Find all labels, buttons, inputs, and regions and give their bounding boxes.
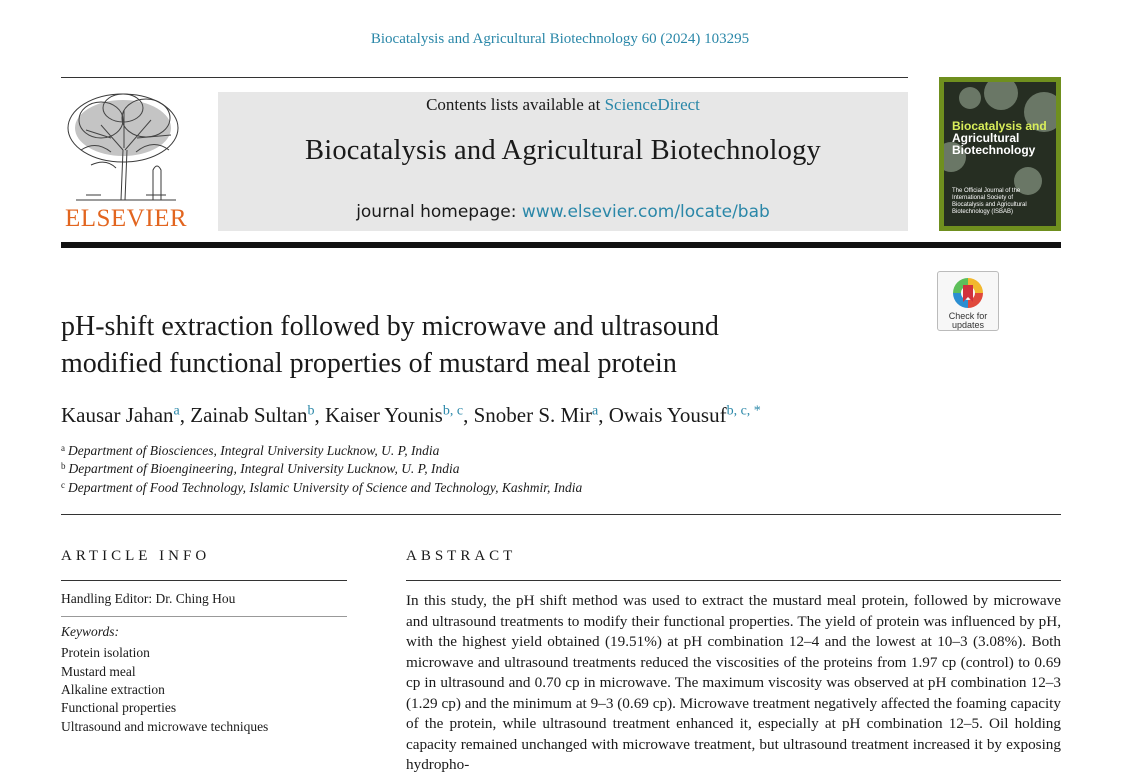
cover-title-line: Biotechnology	[952, 143, 1036, 157]
keyword: Protein isolation	[61, 645, 150, 660]
affiliation	[61, 461, 459, 477]
header-thick-divider	[61, 242, 1061, 248]
check-label-line: Check for	[948, 311, 988, 321]
journal-title: Biocatalysis and Agricultural Biotechnology	[305, 135, 821, 166]
cover-title-line: Agricultural	[952, 131, 1020, 145]
cover-title	[952, 120, 1054, 156]
journal-homepage-link[interactable]: www.elsevier.com/locate/bab	[521, 202, 770, 222]
author-affiliation-marker[interactable]: a	[592, 403, 599, 419]
affiliation-marker: a	[61, 442, 65, 453]
keyword: Ultrasound and microwave techniques	[61, 719, 269, 734]
article-title-line: modified functional properties of mustard meal protein	[61, 348, 677, 379]
top-divider	[61, 77, 908, 78]
cover-inner	[944, 82, 1056, 226]
affiliation-marker: c	[61, 479, 65, 490]
check-label-line: updates	[951, 320, 985, 330]
journal-reference-link[interactable]: Biocatalysis and Agricultural Biotechnology 60 (2024) 103295	[370, 31, 750, 47]
author-name[interactable]: Owais Yousuf	[608, 403, 727, 427]
check-for-updates-icon	[951, 276, 985, 310]
handling-editor: Handling Editor: Dr. Ching Hou	[61, 591, 236, 606]
check-for-updates-label	[938, 312, 998, 330]
keyword: Mustard meal	[61, 664, 136, 679]
author-separator: ,	[179, 403, 191, 427]
contents-prefix: Contents lists available at	[426, 95, 605, 114]
article-info-separator	[61, 616, 347, 617]
article-info-rule	[61, 580, 347, 581]
author-name[interactable]: Zainab Sultan	[190, 403, 308, 427]
homepage-line	[218, 202, 908, 222]
abstract-heading: ABSTRACT	[406, 548, 517, 564]
author-separator: ,	[463, 403, 474, 427]
keyword: Alkaline extraction	[61, 682, 165, 697]
affiliation-text: Department of Food Technology, Islamic University of Science and Technology, Kashmir, India	[68, 480, 583, 495]
author-name[interactable]: Snober S. Mir	[473, 403, 593, 427]
contents-line	[218, 95, 908, 115]
author-separator: ,	[598, 403, 609, 427]
author-affiliation-marker[interactable]: b	[307, 403, 315, 419]
sciencedirect-link[interactable]: ScienceDirect	[604, 95, 700, 114]
abstract-rule	[406, 580, 1061, 581]
keywords-label: Keywords:	[61, 624, 119, 639]
author-name[interactable]: Kaiser Younis	[325, 403, 443, 427]
check-for-updates-button[interactable]	[937, 271, 999, 331]
article-title	[61, 308, 901, 382]
cover-blob	[984, 82, 1018, 110]
affiliation-text: Department of Bioengineering, Integral University Lucknow, U. P, India	[68, 461, 460, 476]
keyword: Functional properties	[61, 700, 177, 715]
publisher-wordmark: ELSEVIER	[64, 205, 188, 232]
author-affiliation-marker[interactable]: b, c	[442, 403, 464, 419]
section-divider	[61, 514, 1061, 515]
author-separator: ,	[314, 403, 325, 427]
cover-subtitle: The Official Journal of the International Society of Biocatalysis and Agricultural Biotechnology (ISBAB)	[952, 188, 1027, 215]
abstract-body: In this study, the pH shift method was used to extract the mustard meal protein, followed by microwave and ultrasound treatments to modify their functional properties. The yield of protein was influenced by pH, with the highest yield obtained (19.51%) at pH combination 12–4 and the lowest at 10–3 (3.08%). Both microwave and ultrasound treatments reduced the viscosities of the proteins from 1.97 cp (control) to 0.69 cp in ultrasound and 0.70 cp in microwave. The maximum viscosity was observed at pH combination 12–3 (1.29 cp) and the minimum at 9–3 (0.69 cp). Microwave treatment negatively affected the foaming capacity of the protein, while ultrasound treatment enhanced it, especially at pH combination 12–5. Oil holding capacity remained unchanged with microwave treatment, but ultrasound treatment increased it by exposing hydropho-	[406, 592, 1061, 773]
affiliation	[61, 480, 582, 496]
affiliation-marker: b	[61, 460, 66, 471]
affiliation-text: Department of Biosciences, Integral University Lucknow, U. P, India	[68, 443, 440, 458]
author-list	[61, 403, 761, 428]
author-affiliation-marker[interactable]: a	[173, 403, 180, 419]
article-title-line: pH-shift extraction followed by microwave and ultrasound	[61, 311, 719, 342]
elsevier-tree-logo-icon	[61, 90, 191, 205]
author-affiliation-marker[interactable]: b, c, *	[726, 403, 761, 419]
cover-title-line: Biocatalysis and	[952, 119, 1047, 133]
affiliation	[61, 443, 439, 459]
journal-banner	[218, 92, 908, 231]
journal-cover-image[interactable]	[939, 77, 1061, 231]
author-name[interactable]: Kausar Jahan	[61, 403, 174, 427]
homepage-prefix: journal homepage:	[356, 202, 522, 222]
cover-blob	[959, 87, 981, 109]
article-info-heading: ARTICLE INFO	[61, 548, 211, 564]
